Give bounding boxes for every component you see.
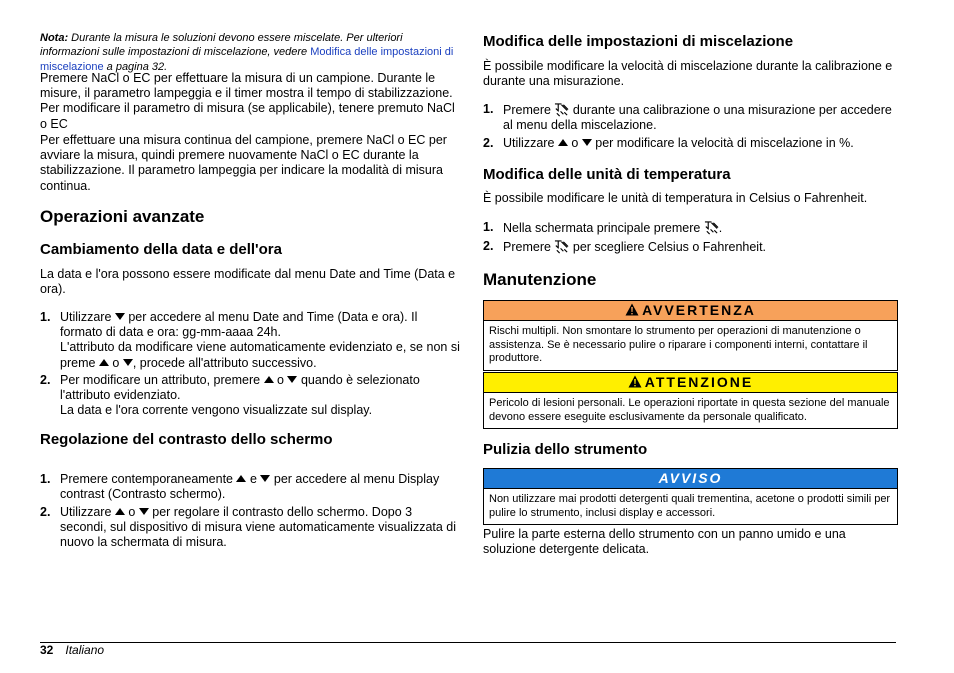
warning-triangle-icon: [625, 303, 639, 316]
step-contrasto-1: [40, 472, 460, 504]
warning-header: [484, 301, 897, 321]
arrow-down-icon: [139, 508, 149, 515]
page-number: 32: [40, 643, 54, 657]
step-number: 2.: [483, 239, 494, 253]
para-misura: Premere NaCl o EC per effettuare la misura di un campione. Durante le misure, il parametro lampeggia e il timer mostra il tempo di stabilizzazione. Per modificare il parametro di misura (se applicabile), tenere premuto NaCl o EC: [40, 71, 455, 131]
heading-data-ora: Cambiamento della data e dell'ora: [40, 241, 282, 258]
notice-text: Non utilizzare mai prodotti detergenti quali trementina, acetone o prodotti simili per pulire lo strumento, inclusi display e accessori.: [489, 493, 891, 519]
notice-header: [484, 469, 897, 489]
step-text: Utilizzare: [60, 505, 115, 519]
step-text: Premere: [503, 240, 555, 254]
step-number: 1.: [40, 310, 51, 324]
step-text: Nella schermata principale premere: [503, 221, 704, 235]
heading-contrasto: Regolazione del contrasto dello schermo: [40, 431, 333, 448]
step-misc-1: [483, 102, 896, 134]
step-text: per regolare il contrasto dello schermo. Dopo 3 secondi, sul dispositivo di misura viene automaticamente visualizzata di nuovo la schermata di misura.: [60, 505, 457, 550]
arrow-up-icon: [558, 139, 568, 146]
stir-temperature-key-icon: [554, 239, 569, 254]
arrow-down-icon: [287, 376, 297, 383]
step-data-2: [40, 373, 460, 419]
arrow-down-icon: [115, 313, 125, 320]
step-text: .: [718, 221, 723, 235]
arrow-up-icon: [236, 475, 246, 482]
para-temperatura: È possibile modificare le unità di temperatura in Celsius o Fahrenheit.: [483, 191, 868, 205]
step-contrasto-2: [40, 505, 460, 551]
note-link[interactable]: Modifica delle impostazioni di miscelazione: [40, 46, 454, 73]
step-text: Utilizzare: [503, 136, 558, 150]
step-text: L'attributo da modificare viene automaticamente evidenziato e, se non si preme: [60, 340, 460, 370]
heading-temperatura: Modifica delle unità di temperatura: [483, 166, 731, 183]
step-number: 2.: [40, 505, 51, 519]
warning-text: Rischi multipli. Non smontare lo strumento per operazioni di manutenzione o assistenza. Se è necessario pulire o riparare i componenti interni, contattare il produttore.: [489, 325, 868, 365]
para-miscelazione: È possibile modificare la velocità di miscelazione durante la calibrazione e durante una misurazione.: [483, 59, 893, 89]
arrow-down-icon: [582, 139, 592, 146]
step-text: Per modificare un attributo, premere: [60, 373, 264, 387]
arrow-up-icon: [264, 376, 274, 383]
step-text: quando è selezionato l'attributo evidenziato.: [60, 373, 420, 403]
stir-temperature-key-icon: [704, 220, 719, 235]
step-number: 1.: [483, 102, 494, 116]
step-text: per accedere al menu Date and Time (Data e ora). Il formato di data e ora: gg-mm-aaaa 24h.: [60, 310, 418, 340]
para-pulizia: Pulire la parte esterna dello strumento con un panno umido e una soluzione detergente delicata.: [483, 527, 846, 557]
step-text: Premere: [503, 103, 555, 117]
step-text: o: [273, 373, 288, 387]
warning-triangle-icon: [628, 375, 642, 388]
step-text: Premere contemporaneamente: [60, 472, 237, 486]
para-data-ora: La data e l'ora possono essere modificate dal menu Date and Time (Data e ora).: [40, 267, 456, 297]
step-text: per modificare la velocità di miscelazione in %.: [591, 136, 854, 150]
footer-rule: [40, 642, 896, 643]
step-text: e: [246, 472, 261, 486]
note-text: Durante la misura le soluzioni devono essere miscelate. Per ulteriori informazioni sulle impostazioni di miscelazione, vedere: [40, 32, 403, 59]
step-text: per scegliere Celsius o Fahrenheit.: [569, 240, 767, 254]
arrow-up-icon: [99, 359, 109, 366]
notice-box: [483, 468, 898, 525]
caution-text: Pericolo di lesioni personali. Le operazioni riportate in questa sezione del manuale devono essere eseguite esclusivamente da personale qualificato.: [489, 397, 890, 423]
step-text: Utilizzare: [60, 310, 115, 324]
step-number: 2.: [40, 373, 51, 387]
note-suffix: a pagina 32.: [103, 60, 168, 73]
para-misura-continua: Per effettuare una misura continua del campione, premere NaCl o EC per avviare la misura, quindi premere nuovamente NaCl o EC durante la stabilizzazione. Il parametro lampeggia per indicare la modalità di misura continua.: [40, 133, 447, 193]
stir-temperature-key-icon: [554, 102, 569, 117]
footer: [40, 643, 104, 657]
step-text: o: [108, 355, 123, 370]
note-label: Nota:: [40, 32, 69, 44]
step-temp-2: [483, 239, 896, 255]
step-text: durante una calibrazione o una misurazione per accedere al menu della miscelazione.: [503, 103, 892, 133]
step-data-1: [40, 310, 460, 372]
heading-miscelazione: Modifica delle impostazioni di miscelazione: [483, 33, 794, 50]
heading-pulizia: Pulizia dello strumento: [483, 441, 648, 458]
warning-box: [483, 300, 898, 371]
step-text: , procede all'attributo successivo.: [132, 355, 317, 370]
step-number: 1.: [40, 472, 51, 486]
arrow-up-icon: [115, 508, 125, 515]
heading-operazioni-avanzate: Operazioni avanzate: [40, 207, 205, 226]
note: [40, 31, 460, 74]
notice-title: AVVISO: [658, 470, 723, 486]
caution-title: ATTENZIONE: [644, 374, 754, 390]
step-misc-2: [483, 136, 896, 152]
caution-box: [483, 372, 898, 429]
step-number: 2.: [483, 136, 494, 150]
step-number: 1.: [483, 220, 494, 234]
arrow-down-icon: [123, 359, 133, 366]
heading-manutenzione: Manutenzione: [483, 270, 597, 289]
footer-language: Italiano: [65, 643, 105, 657]
step-text: La data e l'ora corrente vengono visualizzate sul display.: [60, 403, 373, 418]
warning-title: AVVERTENZA: [642, 302, 756, 318]
step-text: o: [124, 505, 139, 519]
caution-header: [484, 373, 897, 393]
step-text: per accedere al menu Display contrast (Contrasto schermo).: [60, 472, 440, 502]
step-temp-1: [483, 220, 896, 236]
arrow-down-icon: [260, 475, 270, 482]
step-text: o: [567, 136, 582, 150]
